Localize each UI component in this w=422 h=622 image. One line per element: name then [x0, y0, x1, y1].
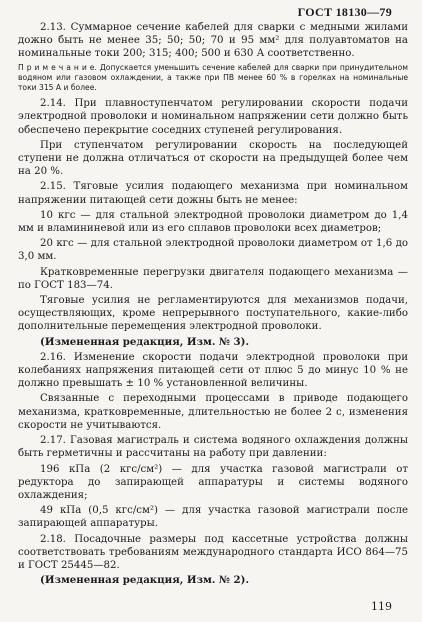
clause-2-16-continued: Связанные с переходными процессами в приводе подающего механизма, кратковременные, длительностью не более 2 с, изменения скорости не учитываются.: [18, 393, 408, 431]
clause-2-14-continued: При ступенчатом регулировании скорость на последующей ступени не должна отличаться от скорости на предыдущей более чем на 20 %.: [18, 139, 408, 178]
clause-2-17-item-196kpa: 196 кПа (2 кгс/см²) — для участка газовой магистрали от редуктора до запирающей аппаратуры и системы водяного охлаждения;: [18, 463, 408, 501]
revision-note-2: (Измененная редакция, Изм. № 2).: [40, 574, 250, 587]
note-2-13: П р и м е ч а н и е. Допускается уменьшить сечение кабелей для сварки при принудительном водяном или газовом охлаждении, а также при ПВ менее 60 % в горелках на номинальные токи 315 А и более.: [18, 62, 408, 93]
clause-2-18: 2.18. Посадочные размеры под кассетные устройства должны соответствовать требованиям международного стандарта ИСО 864—75 и ГОСТ 25445—82.: [18, 533, 408, 571]
revision-note-3: (Измененная редакция, Изм. № 3).: [40, 335, 250, 348]
page-header-standard: ГОСТ 18130—79: [297, 5, 392, 19]
clause-2-16: 2.16. Изменение скорости подачи электродной проволоки при колебаниях напряжения питающей сети от плюс 5 до минус 10 % не должно превышать ± 10 % установленной величины.: [18, 351, 408, 390]
clause-2-17: 2.17. Газовая магистраль и система водяного охлаждения должны быть герметичны и рассчитаны на работу при давлении:: [18, 435, 408, 460]
clause-2-15: 2.15. Тяговые усилия подающего механизма при номинальном напряжении питающей сети дожны быть не менее:: [18, 181, 408, 206]
clause-2-17-item-49kpa: 49 кПа (0,5 кгс/см²) — для участка газовой магистрали после запирающей аппаратуры.: [18, 505, 408, 530]
clause-2-13: 2.13. Суммарное сечение кабелей для сварки с медными жилами дожно быть не менее 35; 50; 50; 70 и 95 мм² для полуавтоматов на номинальные токи 200; 315; 400; 500 и 630 А соответственно.: [18, 22, 408, 60]
document-body: [18, 21, 408, 589]
clause-2-14: 2.14. При плавноступенчатом регулировании скорости подачи электродной проволоки и номинальном напряжении сети должно быть обеспечено перекрытие соседних ступеней регулирования.: [18, 98, 408, 136]
page-number: 119: [371, 600, 392, 613]
clause-2-15-item-10kgs: 10 кгс — для стальной электродной проволоки диаметром до 1,4 мм и вламининевой или из его сплавов проволоки всех диаметров;: [18, 209, 408, 235]
clause-2-15-exception: Тяговые усилия не регламентируются для механизмов подачи, осуществляющих, кроме непрерывного поступательного, какие-либо дополнительные перемещения электродной проволоки.: [18, 295, 408, 333]
clause-2-15-overload: Кратковременные перегрузки двигателя подающего механизма — по ГОСТ 183—74.: [18, 266, 408, 291]
clause-2-15-item-20kgs: 20 кгс — для стальной электродной проволоки диаметром от 1,6 до 3,0 мм.: [18, 238, 408, 263]
